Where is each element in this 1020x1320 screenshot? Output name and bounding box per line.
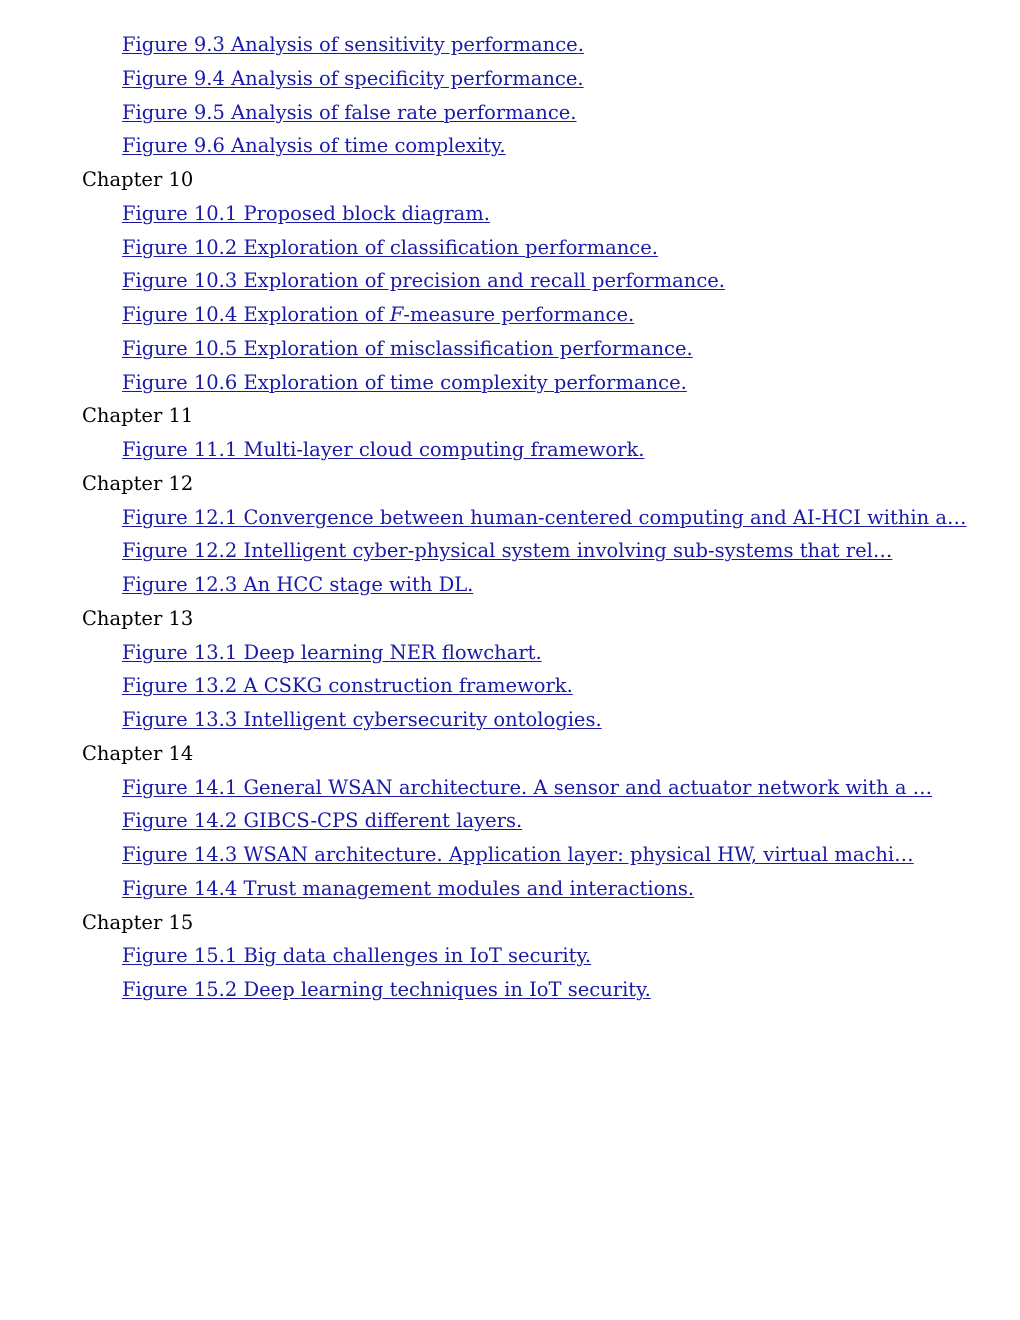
figure-entry bbox=[0, 264, 1020, 298]
figure-link[interactable]: Figure 15.2 Deep learning techniques in IoT security. bbox=[122, 978, 651, 1001]
chapter-heading: Chapter 11 bbox=[82, 404, 194, 428]
figure-link[interactable]: Figure 12.1 Convergence between human-centered computing and AI-HCI within a… bbox=[122, 505, 967, 529]
figure-entry bbox=[0, 939, 1020, 973]
figure-link[interactable]: Figure 10.6 Exploration of time complexity performance. bbox=[122, 370, 687, 394]
figure-link[interactable]: Figure 9.5 Analysis of false rate performance. bbox=[122, 100, 577, 124]
chapter-heading: Chapter 14 bbox=[82, 741, 194, 765]
figure-entry bbox=[0, 433, 1020, 467]
figure-entry bbox=[0, 366, 1020, 400]
figure-link[interactable]: Figure 13.3 Intelligent cybersecurity ontologies. bbox=[122, 708, 602, 731]
figure-entry bbox=[0, 838, 1020, 872]
figure-entry bbox=[0, 568, 1020, 602]
figure-link[interactable]: Figure 15.1 Big data challenges in IoT security. bbox=[122, 944, 592, 968]
figure-entry bbox=[0, 872, 1020, 906]
chapter-heading: Chapter 15 bbox=[82, 910, 194, 934]
figure-entry bbox=[0, 636, 1020, 670]
figure-link[interactable]: Figure 13.1 Deep learning NER flowchart. bbox=[122, 640, 542, 664]
figure-entry bbox=[0, 973, 1020, 1007]
figure-link[interactable]: Figure 12.2 Intelligent cyber-physical system involving sub-systems that rel… bbox=[122, 539, 893, 563]
chapter-heading: Chapter 13 bbox=[82, 606, 194, 630]
figure-link-italic: F bbox=[389, 303, 404, 326]
figure-link[interactable]: Figure 13.2 A CSKG construction framework. bbox=[122, 674, 573, 698]
figure-entry bbox=[0, 771, 1020, 805]
figure-link[interactable]: Figure 10.2 Exploration of classification performance. bbox=[122, 235, 658, 259]
figure-link[interactable]: Figure 14.2 GIBCS-CPS different layers. bbox=[122, 809, 523, 833]
figure-link[interactable]: Figure 9.3 Analysis of sensitivity performance. bbox=[122, 33, 584, 56]
figure-entry bbox=[0, 62, 1020, 96]
figure-entry bbox=[0, 703, 1020, 737]
figure-link[interactable]: Figure 10.3 Exploration of precision and recall performance. bbox=[122, 269, 725, 293]
figure-link[interactable]: Figure 14.4 Trust management modules and interactions. bbox=[122, 876, 695, 900]
figure-link[interactable]: Figure 9.6 Analysis of time complexity. bbox=[122, 134, 506, 158]
figure-link[interactable]: Figure 10.5 Exploration of misclassification performance. bbox=[122, 336, 693, 360]
figure-link[interactable] bbox=[122, 303, 634, 326]
figure-link[interactable]: Figure 11.1 Multi-layer cloud computing framework. bbox=[122, 438, 645, 461]
chapter-heading: Chapter 10 bbox=[82, 168, 194, 191]
figure-entry bbox=[0, 129, 1020, 163]
figure-link-text: Figure 10.4 Exploration of bbox=[122, 303, 390, 326]
figure-link[interactable]: Figure 10.1 Proposed block diagram. bbox=[122, 201, 490, 225]
figure-entry bbox=[0, 197, 1020, 231]
figure-entry bbox=[0, 669, 1020, 703]
figure-entry bbox=[0, 298, 1020, 332]
figure-entry bbox=[0, 501, 1020, 535]
figure-entry bbox=[0, 804, 1020, 838]
figure-entry bbox=[0, 332, 1020, 366]
figure-link-text: -measure performance. bbox=[403, 303, 635, 326]
figure-link[interactable]: Figure 14.1 General WSAN architecture. A sensor and actuator network with a … bbox=[122, 775, 933, 799]
chapter-heading: Chapter 12 bbox=[82, 471, 194, 495]
figure-entry bbox=[0, 231, 1020, 265]
figure-entry bbox=[0, 28, 1020, 62]
list-of-figures bbox=[0, 28, 1020, 1007]
figure-link[interactable]: Figure 9.4 Analysis of specificity performance. bbox=[122, 66, 584, 90]
figure-entry bbox=[0, 96, 1020, 130]
figure-link[interactable]: Figure 14.3 WSAN architecture. Application layer: physical HW, virtual machi… bbox=[122, 843, 914, 866]
figure-entry bbox=[0, 534, 1020, 568]
figure-link[interactable]: Figure 12.3 An HCC stage with DL. bbox=[122, 573, 474, 596]
